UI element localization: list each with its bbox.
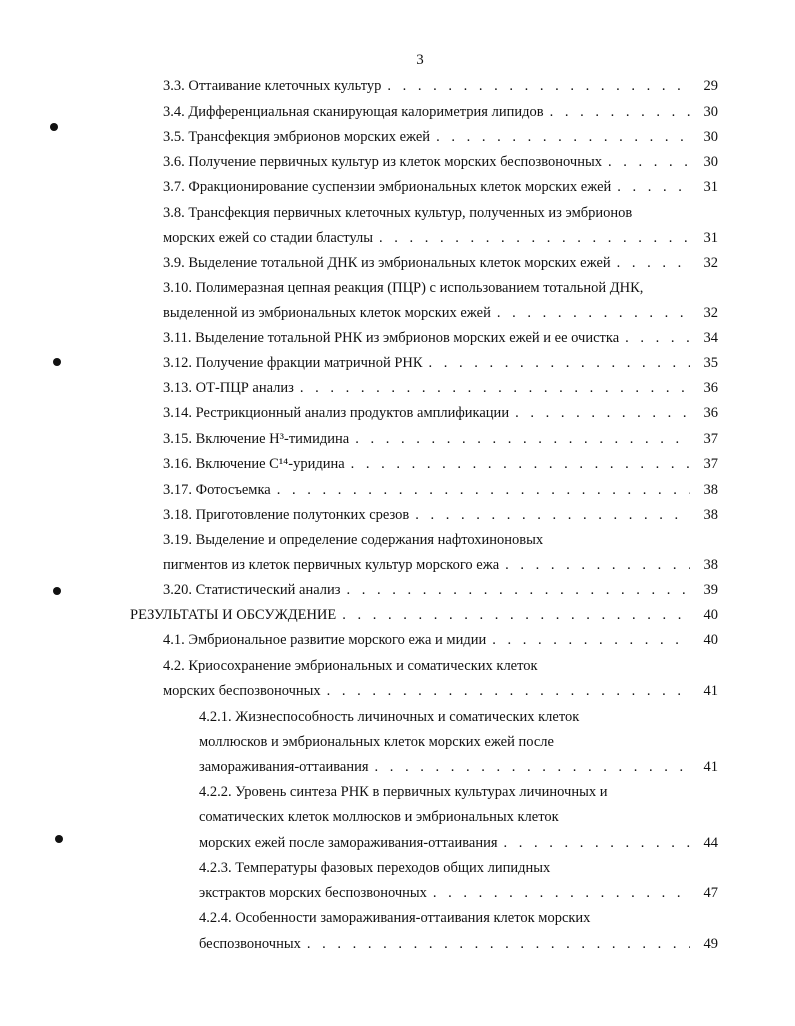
dot-leader xyxy=(300,379,690,397)
toc-entry-3_3[interactable] xyxy=(163,77,718,95)
toc-entry-page: 49 xyxy=(703,936,718,952)
toc-entry-title: экстрактов морских беспозвоночных xyxy=(199,885,427,901)
dot-leader xyxy=(515,404,690,422)
toc-entry-title: пигментов из клеток первичных культур морского ежа xyxy=(163,557,500,573)
toc-entry-page: 36 xyxy=(703,380,718,396)
toc-entry-line: 4.2.2. Уровень синтеза РНК в первичных культурах личиночных и xyxy=(199,784,608,800)
toc-entry-page: 31 xyxy=(703,179,718,195)
toc-entry-line: 4.2.1. Жизнеспособность личиночных и соматических клеток xyxy=(199,709,580,725)
toc-entry-3_7[interactable] xyxy=(163,178,718,196)
toc-entry-title: 3.17. Фотосъемка xyxy=(163,482,271,498)
toc-entry-4_1[interactable] xyxy=(163,631,718,649)
toc-entry-3_6[interactable] xyxy=(163,153,718,171)
dot-leader xyxy=(436,128,690,146)
toc-entry-page: 29 xyxy=(703,78,718,94)
toc-entry-3_16[interactable] xyxy=(163,455,718,473)
toc-entry-page: 38 xyxy=(703,482,718,498)
toc-entry-page: 47 xyxy=(703,885,718,901)
dot-leader xyxy=(617,178,690,196)
toc-entry-title: 3.7. Фракционирование суспензии эмбриональных клеток морских ежей xyxy=(163,179,612,195)
toc-entry-4_2_3[interactable] xyxy=(199,884,718,902)
toc-entry-line: 3.19. Выделение и определение содержания нафтохиноновых xyxy=(163,532,544,548)
toc-entry-page: 30 xyxy=(703,104,718,120)
toc-entry-title: 3.6. Получение первичных культур из клеток морских беспозвоночных xyxy=(163,154,602,170)
toc-entry-page: 35 xyxy=(703,355,718,371)
toc-entry-line: 4.2.4. Особенности замораживания-оттаивания клеток морских xyxy=(199,910,591,926)
toc-entry-line: моллюсков и эмбриональных клеток морских ежей после xyxy=(199,734,554,750)
toc-entry-title: 3.15. Включение Н³-тимидина xyxy=(163,431,350,447)
toc-entry-page: 34 xyxy=(703,330,718,346)
dot-leader xyxy=(429,354,690,372)
toc-entry-page: 44 xyxy=(703,835,718,851)
toc-entry-title: замораживания-оттаивания xyxy=(199,759,369,775)
dot-leader xyxy=(307,935,690,953)
dot-leader xyxy=(504,834,690,852)
toc-entry-line: 4.2. Криосохранение эмбриональных и соматических клеток xyxy=(163,658,538,674)
toc-entry-page: 37 xyxy=(703,431,718,447)
toc-entry-3_19[interactable] xyxy=(163,556,718,574)
dot-leader xyxy=(277,481,690,499)
dot-leader xyxy=(375,758,690,776)
toc-entry-3_4[interactable] xyxy=(163,103,718,121)
toc-entry-3_13[interactable] xyxy=(163,379,718,397)
toc-entry-3_8[interactable] xyxy=(163,229,718,247)
dot-leader xyxy=(347,581,690,599)
toc-entry-title: 3.16. Включение С¹⁴-уридина xyxy=(163,456,345,472)
toc-entry-line: 4.2.3. Температуры фазовых переходов общих липидных xyxy=(199,860,551,876)
toc-entry-3_15[interactable] xyxy=(163,430,718,448)
toc-entry-4_2[interactable] xyxy=(163,682,718,700)
binder-hole-mark xyxy=(53,587,61,595)
toc-entry-title: 3.4. Дифференциальная сканирующая калориметрия липидов xyxy=(163,104,544,120)
toc-entry-title: 3.13. ОТ-ПЦР анализ xyxy=(163,380,294,396)
toc-entry-title: 3.9. Выделение тотальной ДНК из эмбриональных клеток морских ежей xyxy=(163,255,611,271)
toc-entry-title: 3.18. Приготовление полутонких срезов xyxy=(163,507,410,523)
toc-entry-page: 38 xyxy=(703,507,718,523)
toc-entry-title: 4.1. Эмбриональное развитие морского ежа и мидии xyxy=(163,632,487,648)
binder-hole-mark xyxy=(50,123,58,131)
dot-leader xyxy=(625,329,690,347)
toc-entry-3_18[interactable] xyxy=(163,506,718,524)
dot-leader xyxy=(505,556,690,574)
toc-entry-3_17[interactable] xyxy=(163,481,718,499)
toc-entry-page: 37 xyxy=(703,456,718,472)
dot-leader xyxy=(327,682,690,700)
binder-hole-mark xyxy=(53,358,61,366)
toc-entry-page: 40 xyxy=(703,607,718,623)
toc-entry-page: 38 xyxy=(703,557,718,573)
toc-entry-3_14[interactable] xyxy=(163,404,718,422)
toc-entry-3_11[interactable] xyxy=(163,329,718,347)
toc-entry-title: беспозвоночных xyxy=(199,936,301,952)
dot-leader xyxy=(497,304,690,322)
toc-entry-3_9[interactable] xyxy=(163,254,718,272)
toc-entry-3_10[interactable] xyxy=(163,304,718,322)
dot-leader xyxy=(379,229,690,247)
toc-entry-line: 3.10. Полимеразная цепная реакция (ПЦР) с использованием тотальной ДНК, xyxy=(163,280,644,296)
toc-entry-line: соматических клеток моллюсков и эмбриональных клеток xyxy=(199,809,559,825)
toc-entry-page: 30 xyxy=(703,129,718,145)
page-number: 3 xyxy=(416,52,424,68)
binder-hole-mark xyxy=(55,835,63,843)
dot-leader xyxy=(387,77,690,95)
toc-entry-title: 3.12. Получение фракции матричной РНК xyxy=(163,355,423,371)
dot-leader xyxy=(355,430,690,448)
toc-entry-3_20[interactable] xyxy=(163,581,718,599)
toc-entry-page: 32 xyxy=(703,255,718,271)
dot-leader xyxy=(617,254,690,272)
dot-leader xyxy=(415,506,690,524)
dot-leader xyxy=(433,884,690,902)
toc-entry-title: морских ежей со стадии бластулы xyxy=(163,230,373,246)
toc-entry-title: морских ежей после замораживания-оттаивания xyxy=(199,835,498,851)
toc-entry-page: 30 xyxy=(703,154,718,170)
toc-entry-title: 3.11. Выделение тотальной РНК из эмбрионов морских ежей и ее очистка xyxy=(163,330,620,346)
toc-entry-3_12[interactable] xyxy=(163,354,718,372)
dot-leader xyxy=(608,153,690,171)
toc-entry-title: 3.3. Оттаивание клеточных культур xyxy=(163,78,382,94)
dot-leader xyxy=(492,631,690,649)
toc-entry-title: 3.20. Статистический анализ xyxy=(163,582,341,598)
toc-entry-page: 41 xyxy=(703,759,718,775)
dot-leader xyxy=(342,606,690,624)
toc-entry-page: 41 xyxy=(703,683,718,699)
toc-entry-page: 36 xyxy=(703,405,718,421)
toc-entry-3_5[interactable] xyxy=(163,128,718,146)
toc-entry-title: морских беспозвоночных xyxy=(163,683,321,699)
toc-entry-line: 3.8. Трансфекция первичных клеточных культур, полученных из эмбрионов xyxy=(163,205,633,221)
toc-entry-page: 31 xyxy=(703,230,718,246)
toc-entry-title: 3.14. Рестрикционный анализ продуктов амплификации xyxy=(163,405,510,421)
toc-entry-4_2_1[interactable] xyxy=(199,758,718,776)
dot-leader xyxy=(550,103,690,121)
toc-entry-title: выделенной из эмбриональных клеток морских ежей xyxy=(163,305,491,321)
dot-leader xyxy=(351,455,690,473)
toc-entry-page: 40 xyxy=(703,632,718,648)
toc-entry-page: 32 xyxy=(703,305,718,321)
toc-entry-title: 3.5. Трансфекция эмбрионов морских ежей xyxy=(163,129,431,145)
toc-entry-page: 39 xyxy=(703,582,718,598)
toc-entry-4_2_2[interactable] xyxy=(199,834,718,852)
toc-entry-4_2_4[interactable] xyxy=(199,935,718,953)
toc-entry-results[interactable] xyxy=(130,606,718,624)
toc-entry-title: РЕЗУЛЬТАТЫ И ОБСУЖДЕНИЕ xyxy=(130,607,337,623)
